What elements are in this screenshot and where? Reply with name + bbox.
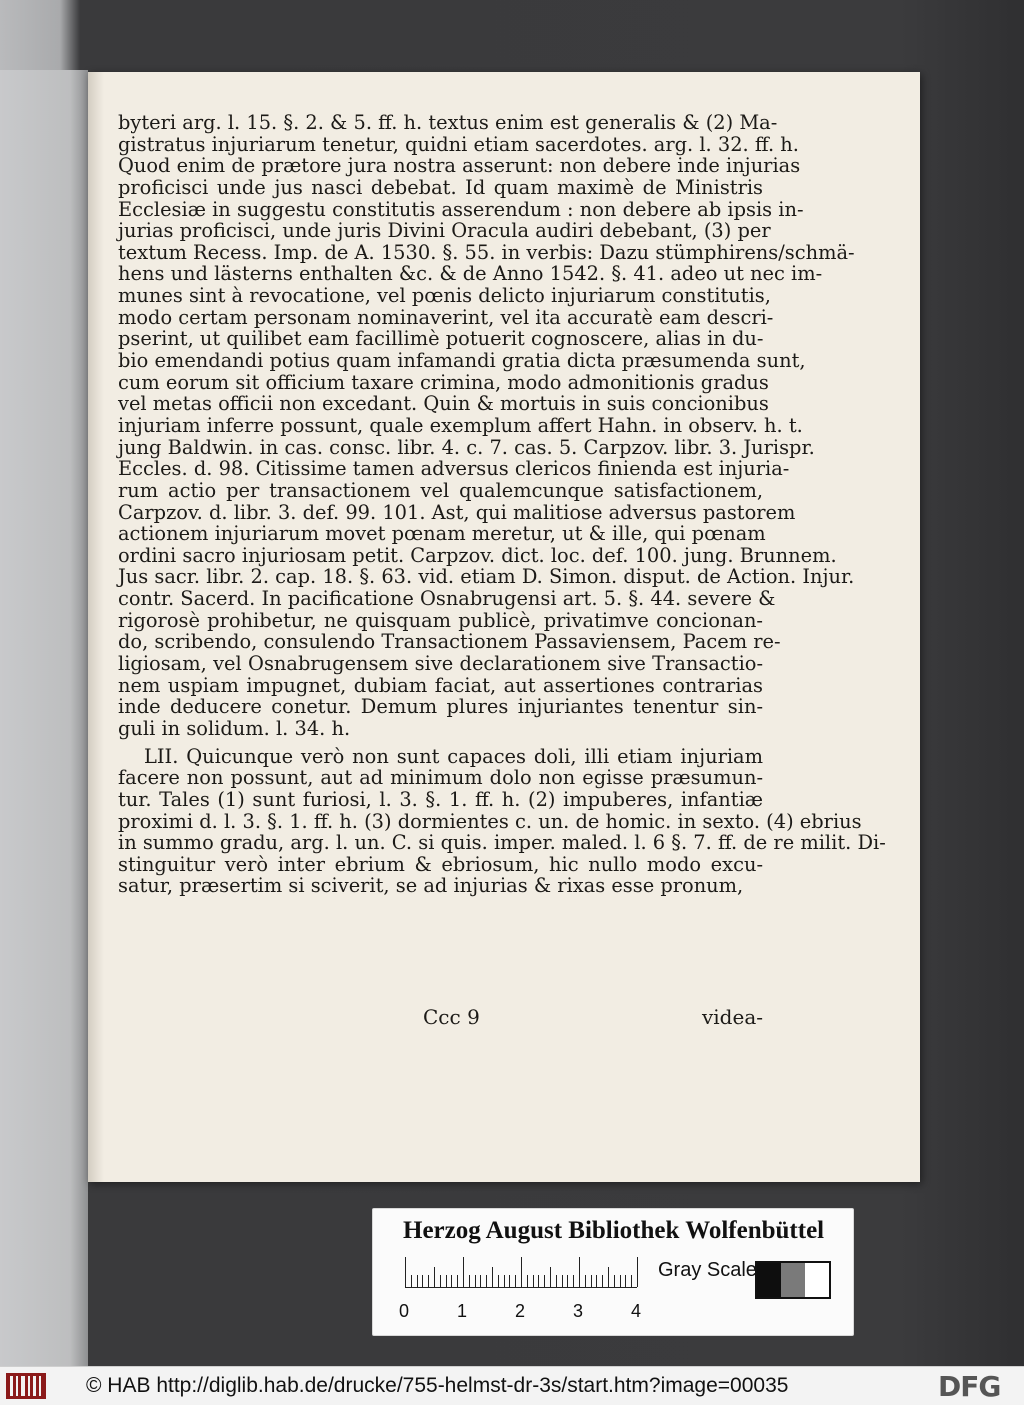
ruler-tick bbox=[579, 1257, 580, 1287]
text-line: bio emendandi potius quam infamandi gratia dicta præsumenda sunt, bbox=[118, 349, 806, 373]
text-line: rigorosè prohibetur, ne quisquam publicè, privatimve concionan- bbox=[118, 608, 763, 632]
text-line: cum eorum sit officium taxare crimina, modo admonitionis gradus bbox=[118, 370, 769, 394]
ruler-number: 0 bbox=[399, 1301, 410, 1321]
text-line: satur, præsertim si sciverit, se ad injurias & rixas esse pronum, bbox=[118, 874, 744, 898]
text-line: tur. Tales (1) sunt furiosi, l. 3. §. 1. ff. h. (2) impuberes, infantiæ bbox=[118, 787, 763, 811]
previous-page-edge bbox=[0, 70, 88, 1366]
ruler-tick bbox=[637, 1257, 638, 1287]
text-line: nem uspiam impugnet, dubiam faciat, aut assertiones contrarias bbox=[118, 673, 763, 697]
ruler-tick bbox=[521, 1257, 522, 1287]
text-line: modo certam personam nominaverint, vel ita accuratè eam descri- bbox=[118, 305, 774, 329]
page-gutter-shadow bbox=[88, 72, 104, 1182]
text-line: jung Baldwin. in cas. consc. libr. 4. c. 7. cas. 5. Carpzov. libr. 3. Jurispr. bbox=[118, 435, 815, 459]
ruler-baseline bbox=[405, 1287, 637, 1288]
ruler-tick bbox=[469, 1275, 470, 1287]
ruler-tick bbox=[567, 1275, 568, 1287]
ruler-tick bbox=[480, 1275, 481, 1287]
ruler-tick bbox=[457, 1275, 458, 1287]
page-text bbox=[118, 111, 886, 898]
ruler-tick bbox=[527, 1275, 528, 1287]
ruler-tick bbox=[428, 1275, 429, 1287]
text-line: inde deducere conetur. Demum plures injuriantes tenentur sin- bbox=[118, 695, 763, 719]
ruler-tick bbox=[451, 1275, 452, 1287]
gray-patch bbox=[757, 1263, 781, 1297]
ruler-tick bbox=[492, 1267, 493, 1287]
ruler-tick bbox=[596, 1275, 597, 1287]
text-line: Eccles. d. 98. Citissime tamen adversus clericos finienda est injuria- bbox=[118, 457, 790, 481]
text-line: proficisci unde jus nasci debebat. Id quam maximè de Ministris bbox=[118, 175, 763, 199]
color-target-card bbox=[372, 1208, 854, 1336]
ruler-tick bbox=[562, 1275, 563, 1287]
text-line: contr. Sacerd. In pacificatione Osnabrugensi art. 5. §. 44. severe & bbox=[118, 587, 776, 611]
text-line: injuriam inferre possunt, quale exemplum affert Hahn. in observ. h. t. bbox=[118, 413, 803, 437]
text-line: do, scribendo, consulendo Transactionem Passaviensem, Pacem re- bbox=[118, 630, 781, 654]
text-line: LII. Quicunque verò non sunt capaces doli, illi etiam injuriam bbox=[144, 744, 763, 768]
ruler-tick bbox=[504, 1275, 505, 1287]
ruler-tick bbox=[498, 1275, 499, 1287]
ruler-number: 1 bbox=[457, 1301, 468, 1321]
ruler-tick bbox=[405, 1257, 406, 1287]
ruler-tick bbox=[608, 1267, 609, 1287]
text-line: Quod enim de prætore jura nostra asserunt: non debere inde injurias bbox=[118, 154, 801, 178]
text-line: Jus sacr. libr. 2. cap. 18. §. 63. vid. etiam D. Simon. disput. de Action. Injur. bbox=[118, 565, 855, 589]
gray-patch bbox=[805, 1263, 829, 1297]
ruler-tick bbox=[591, 1275, 592, 1287]
ruler-tick bbox=[463, 1257, 464, 1287]
text-line: vel metas officii non excedant. Quin & mortuis in suis concionibus bbox=[118, 392, 769, 416]
text-line: ligiosam, vel Osnabrugensem sive declarationem sive Transactio- bbox=[118, 652, 763, 676]
ruler-tick bbox=[509, 1275, 510, 1287]
ruler-tick bbox=[550, 1267, 551, 1287]
gray-scale-label: Gray Scale bbox=[658, 1259, 757, 1281]
ruler-tick bbox=[417, 1275, 418, 1287]
text-line: stinguitur verò inter ebrium & ebriosum, hic nullo modo excu- bbox=[118, 852, 763, 876]
ruler-tick bbox=[515, 1275, 516, 1287]
ruler-tick bbox=[614, 1275, 615, 1287]
ruler-number: 3 bbox=[573, 1301, 584, 1321]
ruler-tick bbox=[544, 1275, 545, 1287]
text-line: munes sint à revocatione, vel pœnis delicto injuriarum constitutis, bbox=[118, 284, 771, 308]
scale-ruler bbox=[405, 1257, 637, 1299]
text-line: guli in solidum. l. 34. h. bbox=[118, 716, 351, 740]
ruler-tick bbox=[422, 1275, 423, 1287]
gray-patch bbox=[781, 1263, 805, 1297]
ruler-tick bbox=[631, 1275, 632, 1287]
dfg-logo: DFG bbox=[938, 1370, 1001, 1403]
text-line: hens und lästerns enthalten &c. & de Anno 1542. §. 41. adeo ut nec im- bbox=[118, 262, 823, 286]
text-line: jurias proficisci, unde juris Divini Oracula audiri debebant, (3) per bbox=[118, 219, 771, 243]
text-line: Ecclesiæ in suggestu constitutis asserendum : non debere ab ipsis in- bbox=[118, 197, 804, 221]
page-footer-line bbox=[118, 1005, 763, 1029]
ruler-tick bbox=[486, 1275, 487, 1287]
ruler-tick bbox=[475, 1275, 476, 1287]
ruler-tick bbox=[533, 1275, 534, 1287]
text-line: in summo gradu, arg. l. un. C. si quis. imper. maled. l. 6 §. 7. ff. de re milit. Di- bbox=[118, 831, 886, 855]
ruler-tick bbox=[446, 1275, 447, 1287]
viewer-footer bbox=[0, 1366, 1024, 1405]
ruler-number: 4 bbox=[631, 1301, 642, 1321]
hab-barcode-logo-icon bbox=[6, 1373, 46, 1399]
catchword: videa- bbox=[701, 1005, 763, 1029]
text-line: actionem injuriarum movet pœnam meretur, ut & ille, qui pœnam bbox=[118, 522, 766, 546]
source-url-text[interactable]: © HAB http://diglib.hab.de/drucke/755-helmst-dr-3s/start.htm?image=00035 bbox=[86, 1374, 789, 1397]
text-line: facere non possunt, aut ad minimum dolo non egisse præsumun- bbox=[118, 766, 763, 790]
ruler-tick bbox=[556, 1275, 557, 1287]
ruler-tick bbox=[620, 1275, 621, 1287]
text-line: byteri arg. l. 15. §. 2. & 5. ff. h. textus enim est generalis & (2) Ma- bbox=[118, 111, 778, 134]
text-line: Carpzov. d. libr. 3. def. 99. 101. Ast, qui malitiose adversus pastorem bbox=[118, 500, 796, 524]
gray-scale-patches bbox=[755, 1261, 831, 1299]
ruler-number: 2 bbox=[515, 1301, 526, 1321]
text-line: ordini sacro injuriosam petit. Carpzov. dict. loc. def. 100. jung. Brunnem. bbox=[118, 543, 837, 567]
library-title: Herzog August Bibliothek Wolfenbüttel bbox=[403, 1217, 825, 1244]
ruler-tick bbox=[538, 1275, 539, 1287]
text-line: rum actio per transactionem vel qualemcunque satisfactionem, bbox=[118, 478, 763, 502]
ruler-numbers bbox=[399, 1301, 659, 1325]
signature-mark: Ccc 9 bbox=[423, 1005, 480, 1029]
ruler-tick bbox=[440, 1275, 441, 1287]
ruler-tick bbox=[411, 1275, 412, 1287]
text-line: pserint, ut quilibet eam facillimè potuerit cognoscere, alias in du- bbox=[118, 327, 764, 351]
ruler-tick bbox=[573, 1275, 574, 1287]
ruler-tick bbox=[585, 1275, 586, 1287]
text-line: proximi d. l. 3. §. 1. ff. h. (3) dormientes c. un. de homic. in sexto. (4) ebrius bbox=[118, 809, 862, 833]
text-line: gistratus injuriarum tenetur, quidni etiam sacerdotes. arg. l. 32. ff. h. bbox=[118, 132, 799, 156]
ruler-tick bbox=[602, 1275, 603, 1287]
ruler-tick bbox=[434, 1267, 435, 1287]
text-line: textum Recess. Imp. de A. 1530. §. 55. in verbis: Dazu stümphirens/schmä- bbox=[118, 240, 855, 264]
ruler-tick bbox=[625, 1275, 626, 1287]
